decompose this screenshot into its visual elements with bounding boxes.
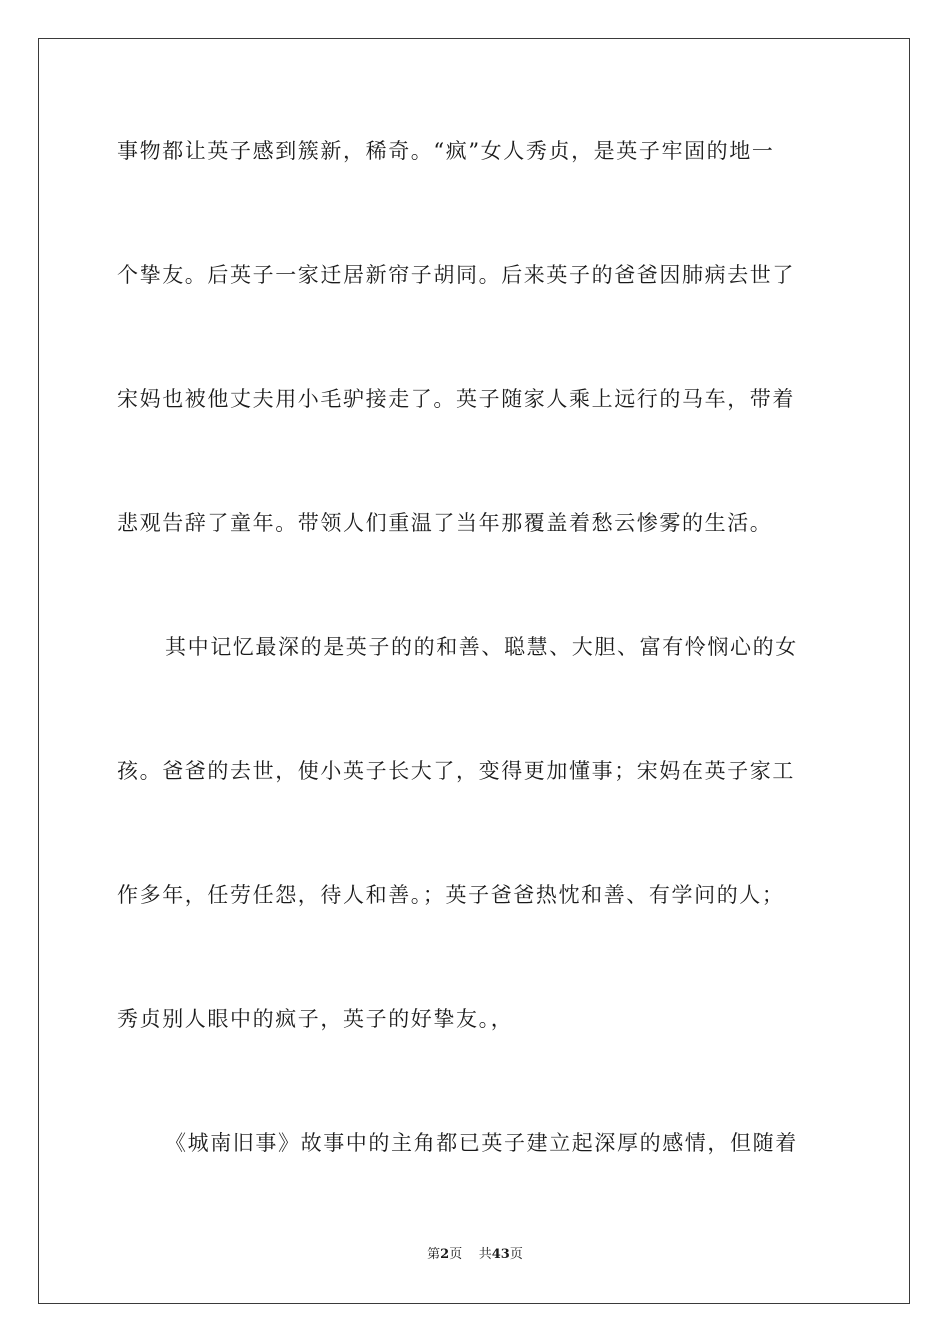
- page-current: 2: [440, 1247, 450, 1262]
- body-line: 孩。爸爸的去世，使小英子长大了，变得更加懂事；宋妈在英子家工: [117, 759, 795, 783]
- page-footer: [0, 1246, 950, 1264]
- page-total: 43: [491, 1247, 510, 1262]
- body-line: 秀贞别人眼中的疯子，英子的好挚友。，: [117, 1007, 514, 1031]
- page-prefix: 第: [427, 1247, 441, 1262]
- body-line: 悲观告辞了童年。带领人们重温了当年那覆盖着愁云惨雾的生活。: [117, 511, 773, 535]
- total-suffix: 页: [509, 1247, 523, 1262]
- body-line: 个挚友。后英子一家迁居新帘子胡同。后来英子的爸爸因肺病去世了: [117, 263, 795, 287]
- body-line: 其中记忆最深的是英子的的和善、聪慧、大胆、富有怜悯心的女: [165, 635, 798, 659]
- page-border: [38, 38, 910, 1304]
- body-line: 宋妈也被他丈夫用小毛驴接走了。英子随家人乘上远行的马车，带着: [117, 387, 795, 411]
- page-suffix: 页: [449, 1247, 463, 1262]
- total-prefix: 共: [478, 1247, 492, 1262]
- body-line: 《城南旧事》故事中的主角都已英子建立起深厚的感情，但随着: [165, 1131, 798, 1155]
- body-line: 作多年，任劳任怨，待人和善。；英子爸爸热忱和善、有学问的人；: [117, 883, 785, 907]
- body-line: 事物都让英子感到簇新，稀奇。“疯”女人秀贞，是英子牢固的地一: [117, 139, 775, 163]
